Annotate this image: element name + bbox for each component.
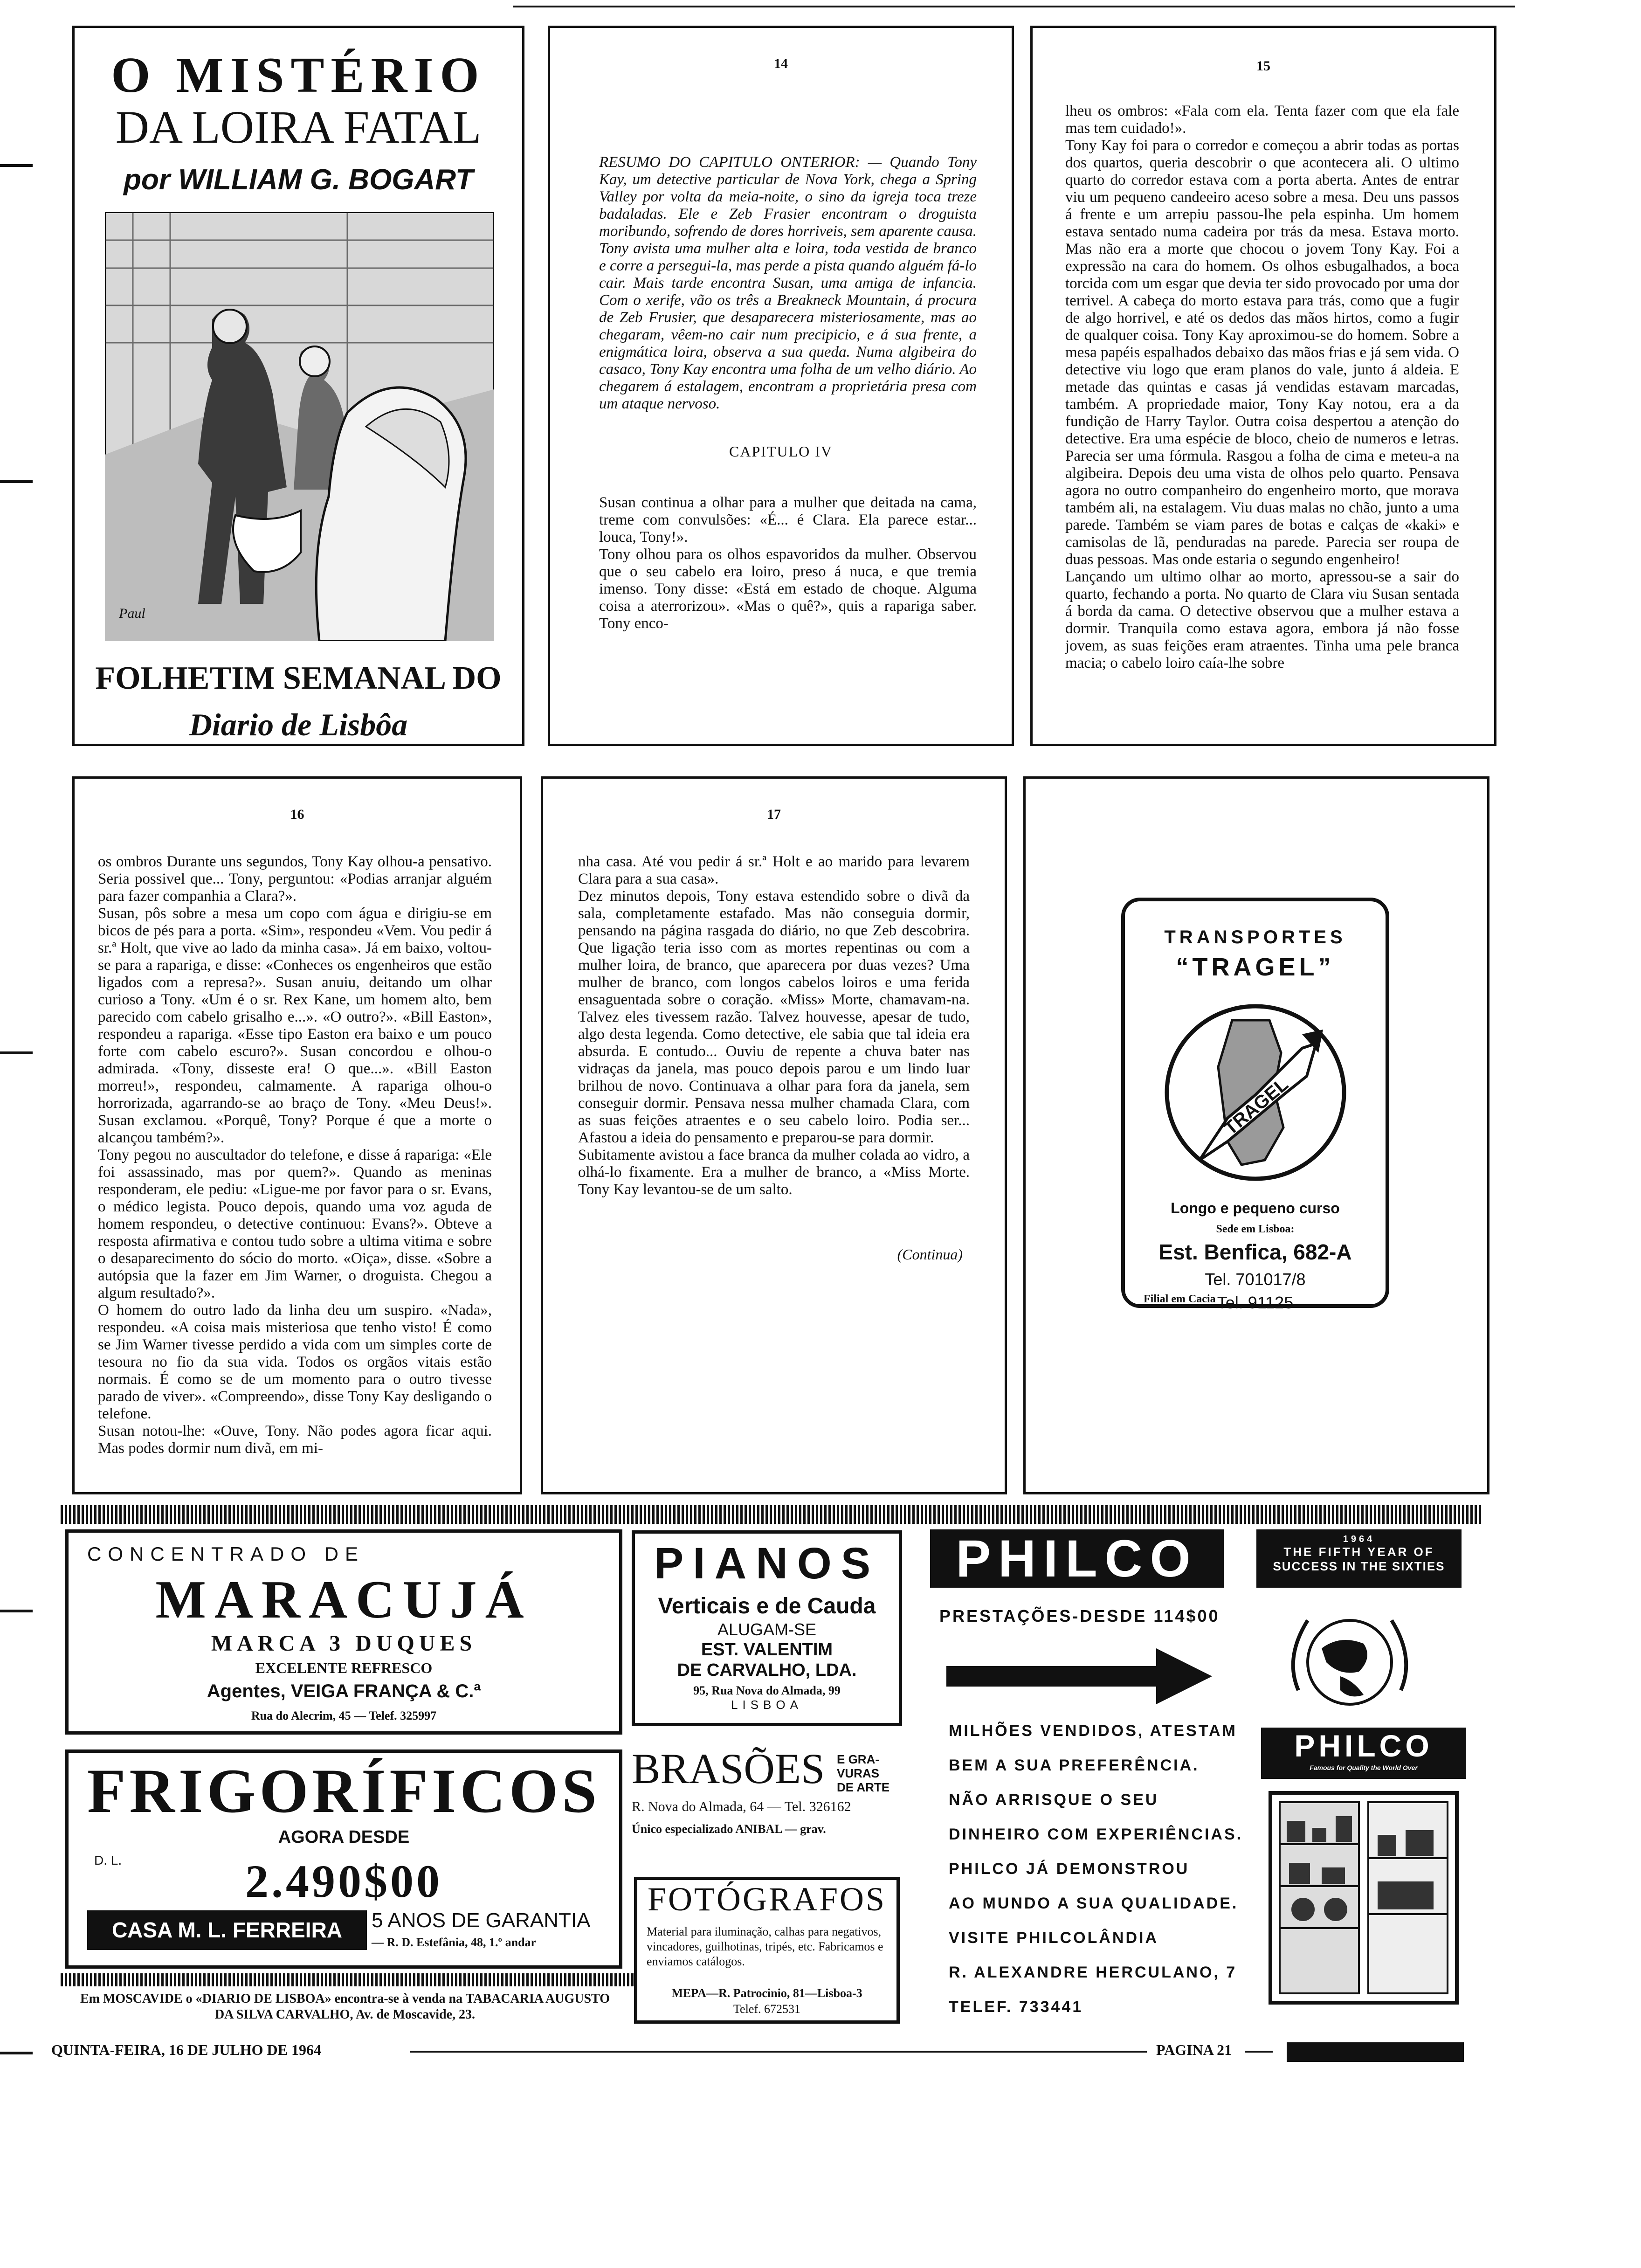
cover-newspaper: Diario de Lisbôa <box>189 707 408 742</box>
tragel-line1: TRANSPORTES <box>1164 927 1346 947</box>
top-rule <box>513 6 1515 7</box>
frigorificos-title: FRIGORÍFICOS <box>87 1756 601 1826</box>
footer-rule-right <box>1245 2051 1273 2053</box>
fotografos-title: FOTÓGRAFOS <box>647 1881 887 1918</box>
continua-label: (Continua) <box>897 1246 963 1263</box>
arrow-right-icon <box>946 1648 1212 1704</box>
refrigerator-image <box>1266 1788 1462 2010</box>
tragel-line2: “TRAGEL” <box>1176 953 1335 981</box>
fotografos-text: Material para iluminação, calhas para negativos, vincadores, guilhotinas, tripés, etc. Fabricamos e enviamos catálogos. <box>647 1925 883 1968</box>
frigorificos-garantia: 5 ANOS DE GARANTIA <box>372 1909 591 1932</box>
page-number: 14 <box>774 56 788 71</box>
chapter-heading: CAPITULO IV <box>729 443 833 460</box>
tragel-tel2: Tel. 91125 <box>1217 1293 1294 1312</box>
tragel-tel1: Tel. 701017/8 <box>1205 1270 1306 1289</box>
brasoes-right2: VURAS <box>837 1766 880 1780</box>
fotografos-tel: Telef. 672531 <box>733 2002 801 2016</box>
footer-rule <box>410 2051 1147 2053</box>
cover-title-line1: O MISTÉRIO <box>111 48 486 103</box>
edge-mark <box>0 164 33 167</box>
brasoes-right3: DE ARTE <box>837 1780 890 1794</box>
page-15-text: lheu os ombros: «Fala com ela. Tenta fazer com que ela fale mas tem cuidado!». Tony Kay foi para o corredor e começou a abrir todas as portas dos quartos, queria descobrir o que acontecera ali. O ultimo quarto do corredor estava com a porta aberta. Antes de entrar viu um pequeno candeeiro aceso sobre a mesa. Deu uns passos á frente e um arrepiu passou-lhe pela espinha. Um homem estava sentado numa cadeira por trás da mesa. Estava morto. Mas não era a morte que chocou o jovem Tony Kay. Foi a expressão na cara do homem. Os olhos esbugalhados, a boca torcida com um esgar que devia ter sido provocado por uma dor terrivel. A cabeça do morto estava para trás, como que a fugir de algo horrivel, e até os dedos das mãos hirtos, como a fugir de qualquer coisa. Tony Kay aproximou-se do homem. Sobre a mesa papéis espalhados debaixo das mãos frias e já sem vida. O detective viu logo que eram planos do vale, junto á aldeia. E metade das quintas e casas já vendidas estavam marcadas, também. A propriedade maior, Tony Kay notou, era a da fundição de Harry Taylor. Outra coisa despertou a atenção do detective. Era uma espécie de bloco, cheio de numeros e letras. Parecia ser uma fórmula. Rasgou a folha de cima e meteu-a na algibeira. Depois deu uma vista de olhos pelo quarto. Pensava agora no outro companheiro do engenheiro morto, que morava também ali, na estalagem. Viu duas malas no chão, junto a uma parede. Também se viam pares de botas e calças de «kaki» e camisolas de lã, penduradas na parede. Parecia ser roupa de duas pessoas. Mas onde estaria o segundo engenheiro! Lançando um ultimo olhar ao morto, apressou-se a sair do quarto, fechando a porta. No quarto de Clara viu Susan sentada á borda da cama. O detective observou que a mulher estava a dormir. Tranquila como estava agora, embora já não fosse jovem, as suas feições eram atraentes. Tinha uma pele branca macia; o cabelo loiro caía-lhe sobre <box>1065 103 1459 671</box>
cover-author: por WILLIAM G. BOGART <box>124 164 473 196</box>
philco-badge <box>1256 1529 1462 1588</box>
philco-badge-line3: SUCCESS IN THE SIXTIES <box>1273 1559 1445 1573</box>
philco-badge-line2: THE FIFTH YEAR OF <box>1283 1545 1434 1559</box>
svg-text:Paul: Paul <box>119 606 145 621</box>
philco-line: DINHEIRO COM EXPERIÊNCIAS. <box>949 1825 1243 1843</box>
frigorificos-ad <box>65 1749 622 1969</box>
edge-mark <box>0 1610 33 1612</box>
moscavide-notice: Em MOSCAVIDE o «DIARIO DE LISBOA» encontra-se à venda na TABACARIA AUGUSTO DA SILVA CARVALHO, Av. de Moscavide, 23. <box>80 1991 610 2022</box>
philco-copy <box>949 1714 1243 2024</box>
edge-mark <box>0 2052 33 2054</box>
globe-laurel-icon <box>1284 1597 1415 1728</box>
philco-logo: PHILCO <box>930 1529 1224 1588</box>
page-number: 17 <box>767 807 781 822</box>
pianos-city: LISBOA <box>731 1698 803 1712</box>
pianos-ad <box>632 1530 902 1726</box>
tragel-panel <box>1023 776 1489 1494</box>
philco-line: NÃO ARRISQUE O SEU <box>949 1791 1159 1809</box>
page-16-panel <box>72 776 522 1494</box>
footer-page: PAGINA 21 <box>1156 2041 1232 2058</box>
philco-logo-small-text: PHILCO <box>1294 1729 1433 1763</box>
page-16-text: os ombros Durante uns segundos, Tony Kay olhou-a pensativo. Seria possivel que... Tony, perguntou: «Podias arranjar alguém para fazer companhia a Clara?». Susan, pôs sobre a mesa um copo com água e dirigiu-se em bicos de pés para a porta. «Sim», respondeu «Vem. Vou pedir á sr.ª Holt, que vive ao lado da minha casa». Já em baixo, voltou-se para a rapariga, e disse: «Conheces os engenheiros que estão ligados com a represa?». Susan anuiu, deitando um olhar curioso a Tony. «Um é o sr. Rex Kane, um homem alto, bem parecido com cabelo grisalho e...». «O outro?». «Bill Easton», respondeu a rapariga. «Esse tipo Easton era baixo e um pouco forte com cabelo escuro?». Susan concordou e olhou-o admirada. «Tony, disseste era! O que...». «Bill Easton morreu!», respondeu, calmamente. A rapariga olhou-o horrorizada, agarrando-se ao braço de Tony. «Meu Deus!». Susan exclamou. «Porquê, Tony? Porque é que a morte o alcançou também?». Tony pegou no auscultador do telefone, e disse á rapariga: «Ele foi assassinado, mas por quem?». Quando as meninas responderam, ele pediu: «Ligue-me por favor para o sr. Evans, o médico legista. Pouco depois, quando uma voz aguda de homem respondeu, o detective continuou: Evans?». Obteve a resposta afirmativa e contou tudo sobre a ultima vitima e sobre o desaparecimento do sócio do morto. «Oiça», disse. «Sobre a autópsia que la fazer em Jim Warner, o droguista. Chegou a algum resultado?». O homem do outro lado da linha deu um suspiro. «Nada», respondeu. «A coisa mais misteriosa que tenho visto! É como se Jim Warner tivesse perdido a vida com um simples corte de tesoura no fio da sua vida. Todos os orgãos vitais estão normais. É como se de um momento para o outro tivesse parado de viver». «Compreendo», disse Tony Kay desligando o telefone. Susan notou-lhe: «Ouve, Tony. Não podes agora ficar aqui. Mas podes dormir num divã, em mi- <box>98 853 492 1457</box>
maracuja-address: Rua do Alecrim, 45 — Telef. 325997 <box>251 1709 437 1722</box>
brasoes-ad <box>632 1744 902 1860</box>
page-17-text: nha casa. Até vou pedir á sr.ª Holt e ao marido para levarem Clara para a sua casa». Dez minutos depois, Tony estava estendido sobre o divã da sala, completamente estafado. Mas não conseguia dormir, pensando na página rasgada do diário, no que Zeb descobrira. Que ligação teria isso com as mortes repentinas ou com a mulher loira, de branco, que aparecera por duas vezes? Uma mulher de branco, com longos cabelos loiros e uma ferida ensaguentada sobre o coração. «Miss» Morte, chamavam-na. Talvez eles tivessem razão. Talvez houvesse, apesar de tudo, algo desta legenda. Como detective, ele sabia que tal ideia era absurda. E contudo... Ouviu de repente a chuva bater nas vidraças da janela, mas pouco depois parou e um lindo luar brilhou de novo. Continuava a olhar para fora da janela, sem conseguir dormir. Pensava nessa mulher chamada Clara, com as suas feições atraentes e o seu cabelo loiro. Podia ser... Afastou a ideia do pensamento e preparou-se para dormir. Subitamente avistou a face branca da mulher colada ao vidro, a olhá-lo fixamente. Era a mulher de branco, a «Miss Morte. Tony Kay levantou-se de um salto. <box>578 853 970 1198</box>
fotografos-ad <box>634 1877 900 2024</box>
brasoes-right1: E GRA- <box>837 1752 879 1766</box>
frigorificos-dl: D. L. <box>94 1853 122 1867</box>
pianos-address: 95, Rua Nova do Almada, 99 <box>693 1684 841 1697</box>
page-14-panel <box>548 26 1014 746</box>
footer-date: QUINTA-FEIRA, 16 DE JULHO DE 1964 <box>51 2041 321 2058</box>
frigorificos-address: — R. D. Estefânia, 48, 1.º andar <box>372 1936 537 1949</box>
page-number: 15 <box>1256 58 1270 74</box>
philco-line: TELEF. 733441 <box>949 1998 1083 2016</box>
philco-line: AO MUNDO A SUA QUALIDADE. <box>949 1895 1239 1912</box>
brasoes-address: R. Nova do Almada, 64 — Tel. 326162 <box>632 1799 851 1814</box>
brasoes-title: BRASÕES <box>632 1745 825 1792</box>
tragel-sede: Sede em Lisboa: <box>1216 1223 1295 1235</box>
cover-title-line2: DA LOIRA FATAL <box>115 101 482 153</box>
tragel-address: Est. Benfica, 682-A <box>1158 1240 1352 1264</box>
philco-badge-year: 1964 <box>1343 1534 1375 1544</box>
pianos-title: PIANOS <box>654 1539 880 1588</box>
philco-line: BEM A SUA PREFERÊNCIA. <box>949 1756 1200 1774</box>
edge-mark <box>0 480 33 483</box>
philco-line: MILHÕES VENDIDOS, ATESTAM <box>949 1722 1237 1740</box>
page-15-panel <box>1030 26 1496 746</box>
tragel-map-label: TRAGEL <box>1220 1074 1292 1139</box>
pianos-est: EST. VALENTIM <box>701 1640 833 1660</box>
chapter-summary: RESUMO DO CAPITULO ONTERIOR: — Quando Tony Kay, um detective particular de Nova York, chega a Spring Valley por volta da meia-noite, o sino da igreja toca treze badaladas. Ele e Zeb Frasier encontram o droguista moribundo, sofrendo de dores horriveis, sem aparente causa. Tony avista uma mulher alta e loira, toda vestida de branco e corre a persegui-la, mas perde a pista quando alguém fá-lo cair. Mais tarde encontra Susan, uma amiga de infancia. Com o xerife, vão os três a Breakneck Mountain, á procura de Zeb Frusier, que desaparecera misteriosamente, mas ao chegaram, vêem-no cair num precipicio, e á sua frente, a enigmática loira, observa a sua queda. Numa algibeira do casaco, Tony Kay encontra uma folha de um velho diário. Ao chegarem á estalagem, encontram a proprietária presa com um ataque nervoso. <box>599 154 977 412</box>
philco-ad <box>925 1527 1480 2031</box>
edge-mark <box>0 1051 33 1054</box>
pianos-sub: Verticais e de Cauda <box>658 1594 876 1618</box>
maracuja-ad <box>65 1529 622 1735</box>
frigorificos-casa: CASA M. L. FERREIRA <box>87 1910 367 1950</box>
philco-line: PHILCO JÁ DEMONSTROU <box>949 1860 1190 1878</box>
maracuja-agentes: Agentes, VEIGA FRANÇA & C.ª <box>207 1681 481 1701</box>
philco-logo-small <box>1261 1728 1466 1779</box>
maracuja-excelente: EXCELENTE REFRESCO <box>255 1660 433 1676</box>
moscavide-border <box>61 1973 634 1986</box>
page-14-text: Susan continua a olhar para a mulher que deitada na cama, treme com convulsões: «É... é Clara. Ela parece estar... louca, Tony!». Tony olhou para os olhos espavoridos da mulher. Observou que o seu cabelo era loiro, preso á nuca, e que tremia imenso. Tony disse: «Está em estado de choque. Alguma coisa a aterrorizou». «Mas o quê?», quis a rapariga saber. Tony enco- <box>599 494 977 632</box>
philco-prestacoes: PRESTAÇÕES-DESDE 114$00 <box>939 1606 1220 1625</box>
frigorificos-price: 2.490$00 <box>245 1855 442 1907</box>
cover-panel <box>72 26 524 746</box>
tragel-ad <box>1121 898 1389 1312</box>
ads-top-border <box>61 1505 1482 1524</box>
page-number: 16 <box>290 807 304 822</box>
brasoes-unico: Único especializado ANIBAL — grav. <box>632 1822 826 1836</box>
maracuja-top: CONCENTRADO DE <box>87 1543 365 1565</box>
frigorificos-agora: AGORA DESDE <box>278 1827 410 1847</box>
tragel-filial: Filial em Cacia <box>1144 1293 1216 1305</box>
pianos-carvalho: DE CARVALHO, LDA. <box>677 1660 857 1680</box>
cover-illustration <box>105 212 494 641</box>
portugal-map-icon <box>1162 1002 1349 1183</box>
maracuja-brand: MARACUJÁ <box>155 1570 532 1629</box>
tragel-tagline: Longo e pequeno curso <box>1171 1200 1340 1217</box>
footer-black-bar <box>1287 2042 1464 2062</box>
philco-line: VISITE PHILCOLÂNDIA <box>949 1929 1159 1947</box>
fotografos-mepa: MEPA—R. Patrocinio, 81—Lisboa-3 <box>671 1986 862 2000</box>
maracuja-marca: MARCA 3 DUQUES <box>211 1631 477 1656</box>
page-17-panel <box>541 776 1007 1494</box>
cover-folhetim: FOLHETIM SEMANAL DO <box>95 660 502 696</box>
philco-tagline: Famous for Quality the World Over <box>1310 1764 1418 1771</box>
philco-line: R. ALEXANDRE HERCULANO, 7 <box>949 1964 1237 1981</box>
pianos-alugam: ALUGAM-SE <box>717 1620 817 1639</box>
